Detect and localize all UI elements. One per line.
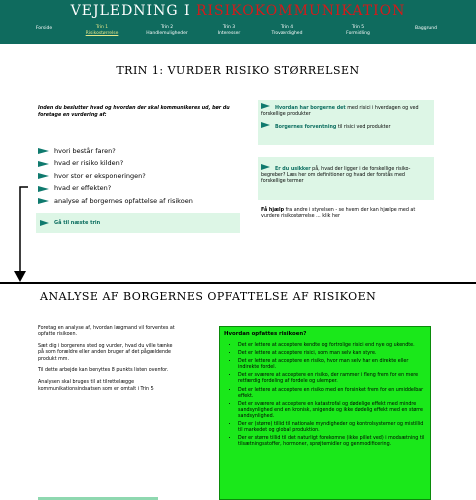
nav-trin3[interactable]: Trin 3 Interesser <box>217 25 241 36</box>
perception-box <box>219 326 431 500</box>
list-item: • Der er større tillid til det naturligt forekomne (ikke pillet ved) i modsætning til tilsætningsstoffer, hormoner, sprøjtemidler og genmodificering. <box>238 436 426 448</box>
list-item: • Det er lettere at acceptere en risiko med en forsinket frem for en umiddelbar effekt. <box>238 388 426 400</box>
info-box-definitions[interactable]: Er du usikker på, hvad der ligger i de forskellige risiko-begreber? Læs her om definitioner og hvad der forstås med forskellige termer <box>258 157 434 200</box>
connector-arrow <box>10 185 30 285</box>
nav-trin1[interactable]: Trin 1 Risikostørrelse <box>85 25 119 36</box>
arrow-right-icon <box>38 186 49 192</box>
arrow-right-icon <box>38 198 49 204</box>
section-title-analysis: ANALYSE AF BORGERNES OPFATTELSE AF RISIKOEN <box>40 290 377 303</box>
section-title-trin1: TRIN 1: VURDER RISIKO STØRRELSEN <box>116 64 360 77</box>
nav-trin4[interactable]: Trin 4 Troværdighed <box>271 25 303 36</box>
arrow-right-icon <box>261 164 270 170</box>
list-item: • Der er (større) tillid til nationale myndigheder og kontrolsystemer og mistillid til markedet og global produktion. <box>238 422 426 434</box>
list-item[interactable]: hvor stor er eksponeringen? <box>38 170 238 183</box>
arrow-right-icon <box>261 103 270 109</box>
list-item: • Det er lettere at acceptere en risiko, hvor man selv har en direkte eller indirekte fordel. <box>238 359 426 371</box>
section-divider <box>0 282 476 284</box>
nav-baggrund[interactable]: Baggrund <box>415 26 437 31</box>
arrow-right-icon <box>38 161 49 167</box>
assessment-list <box>38 145 238 208</box>
intro-text: Inden du beslutter hvad og hvordan der skal kommunikeres ud, bør du foretage en vurdering af: <box>38 106 230 118</box>
help-text[interactable]: Få hjælp fra andre i styrelsen - se hvem der kan hjælpe med at vurdere risikostørrelse ... klik her <box>261 208 416 220</box>
perception-box-title: Hvordan opfattes risikoen? <box>224 331 307 337</box>
info-box-citizens[interactable]: Hvordan har borgerne det med risici i hverdagen og ved forskellige produkter Borgernes forventning til risici ved produkter <box>258 100 434 145</box>
list-item: • Det er sværere at acceptere en katastrofal og dødelige effekt med mindre sandsynlighed end en kronisk, snigende og ikke dødelig effekt med en større sandsynlighed. <box>238 402 426 420</box>
perception-list <box>224 343 426 448</box>
list-item[interactable]: hvad er risiko kilden? <box>38 158 238 171</box>
site-header <box>0 0 476 44</box>
list-item[interactable]: hvori består faren? <box>38 145 238 158</box>
site-title: VEJLEDNING I RISIKOKOMMUNIKATION <box>70 3 406 19</box>
analysis-text: Foretag en analyse af, hvordan lægmand vil forventes at opfatte risikoen. Sæt dig i borgerens sted og vurder, hvad du ville tænke på som forældre eller anden bruger af det pågældende produkt mm. Til dette arbejde kan benyttes 8 punkts listen ovenfor. Analysen skal bruges til at tilrettelægge kommunikationsindsatsen som er omtalt i Trin 5 <box>38 326 175 392</box>
list-item: • Det er lettere at acceptere risici, som man selv kan styre. <box>238 351 426 357</box>
arrow-right-icon <box>38 148 49 154</box>
list-item: • Det er sværere at acceptere en risiko, der rammer i fleng frem for en mere retfærdig fordeling af fordele og ulemper. <box>238 373 426 385</box>
nav-trin2[interactable]: Trin 2 Handlemuligheder <box>146 25 188 36</box>
arrow-right-icon <box>40 220 49 226</box>
arrow-right-icon <box>261 122 270 128</box>
next-step-link[interactable]: Gå til næste trin <box>36 213 240 233</box>
arrow-right-icon <box>38 173 49 179</box>
list-item[interactable]: analyse af borgernes opfattelse af risikoen <box>38 195 238 208</box>
list-item[interactable]: hvad er effekten? <box>38 183 238 196</box>
nav-trin5[interactable]: Trin 5 Formidling <box>346 25 370 36</box>
nav-forside[interactable]: Forside <box>35 26 53 31</box>
list-item: • Det er lettere at acceptere kendte og fortrolige risici end nye og ukendte. <box>238 343 426 349</box>
